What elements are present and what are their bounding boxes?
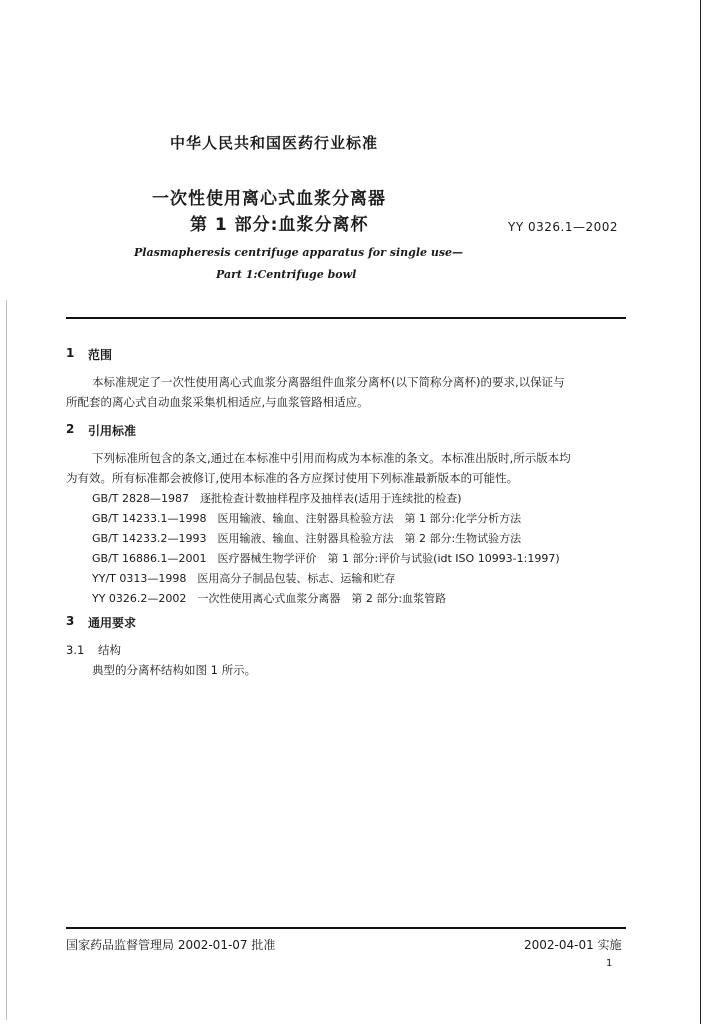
approval-statement: 国家药品监督管理局 2002-01-07 批准: [66, 938, 276, 952]
section-1-number: 1: [66, 346, 75, 360]
page-number: 1: [606, 958, 613, 969]
reference-item: YY 0326.2—2002 一次性使用离心式血浆分离器 第 2 部分:血浆管路: [92, 592, 447, 605]
section-1-paragraph-line2: 所配套的离心式自动血浆采集机相适应,与血浆管路相适应。: [66, 395, 369, 409]
section-3-heading: 通用要求: [88, 616, 137, 630]
industry-standard-title: 中华人民共和国医药行业标准: [170, 134, 379, 152]
scan-edge-right: [700, 0, 701, 1024]
english-title-line2: Part 1:Centrifuge bowl: [216, 268, 357, 281]
scan-edge-left: [6, 300, 7, 1020]
document-title-line1: 一次性使用离心式血浆分离器: [152, 189, 386, 209]
section-2-paragraph-line1: 下列标准所包含的条文,通过在本标准中引用而构成为本标准的条文。本标准出版时,所示版本均: [92, 451, 571, 465]
section-2-paragraph-line2: 为有效。所有标准都会被修订,使用本标准的各方应探讨使用下列标准最新版本的可能性。: [66, 471, 519, 485]
reference-item: GB/T 14233.2—1993 医用输液、输血、注射器具检验方法 第 2 部分:生物试验方法: [92, 532, 522, 545]
reference-item: GB/T 14233.1—1998 医用输液、输血、注射器具检验方法 第 1 部分:化学分析方法: [92, 512, 522, 525]
reference-item: YY/T 0313—1998 医用高分子制品包装、标志、运输和贮存: [92, 572, 396, 585]
reference-item: GB/T 16886.1—2001 医疗器械生物学评价 第 1 部分:评价与试验(idt ISO 10993-1:1997): [92, 552, 560, 565]
section-1-heading: 范围: [88, 348, 113, 362]
reference-item: GB/T 2828—1987 逐批检查计数抽样程序及抽样表(适用于连续批的检查): [92, 492, 462, 505]
subsection-3-1-text: 典型的分离杯结构如图 1 所示。: [92, 663, 257, 677]
subsection-3-1-number: 3.1: [66, 643, 85, 657]
document-title-line2: 第 1 部分:血浆分离杯: [190, 215, 369, 235]
footer-divider: [66, 927, 626, 929]
standard-number: YY 0326.1—2002: [508, 220, 619, 234]
section-2-heading: 引用标准: [88, 424, 137, 438]
header-divider: [66, 317, 626, 319]
english-title-line1: Plasmapheresis centrifuge apparatus for single use—: [134, 246, 464, 259]
effective-date: 2002-04-01 实施: [524, 938, 622, 952]
section-3-number: 3: [66, 614, 75, 628]
subsection-3-1-heading: 结构: [98, 643, 121, 657]
section-1-paragraph-line1: 本标准规定了一次性使用离心式血浆分离器组件血浆分离杯(以下简称分离杯)的要求,以保证与: [92, 375, 565, 389]
section-2-number: 2: [66, 422, 75, 436]
